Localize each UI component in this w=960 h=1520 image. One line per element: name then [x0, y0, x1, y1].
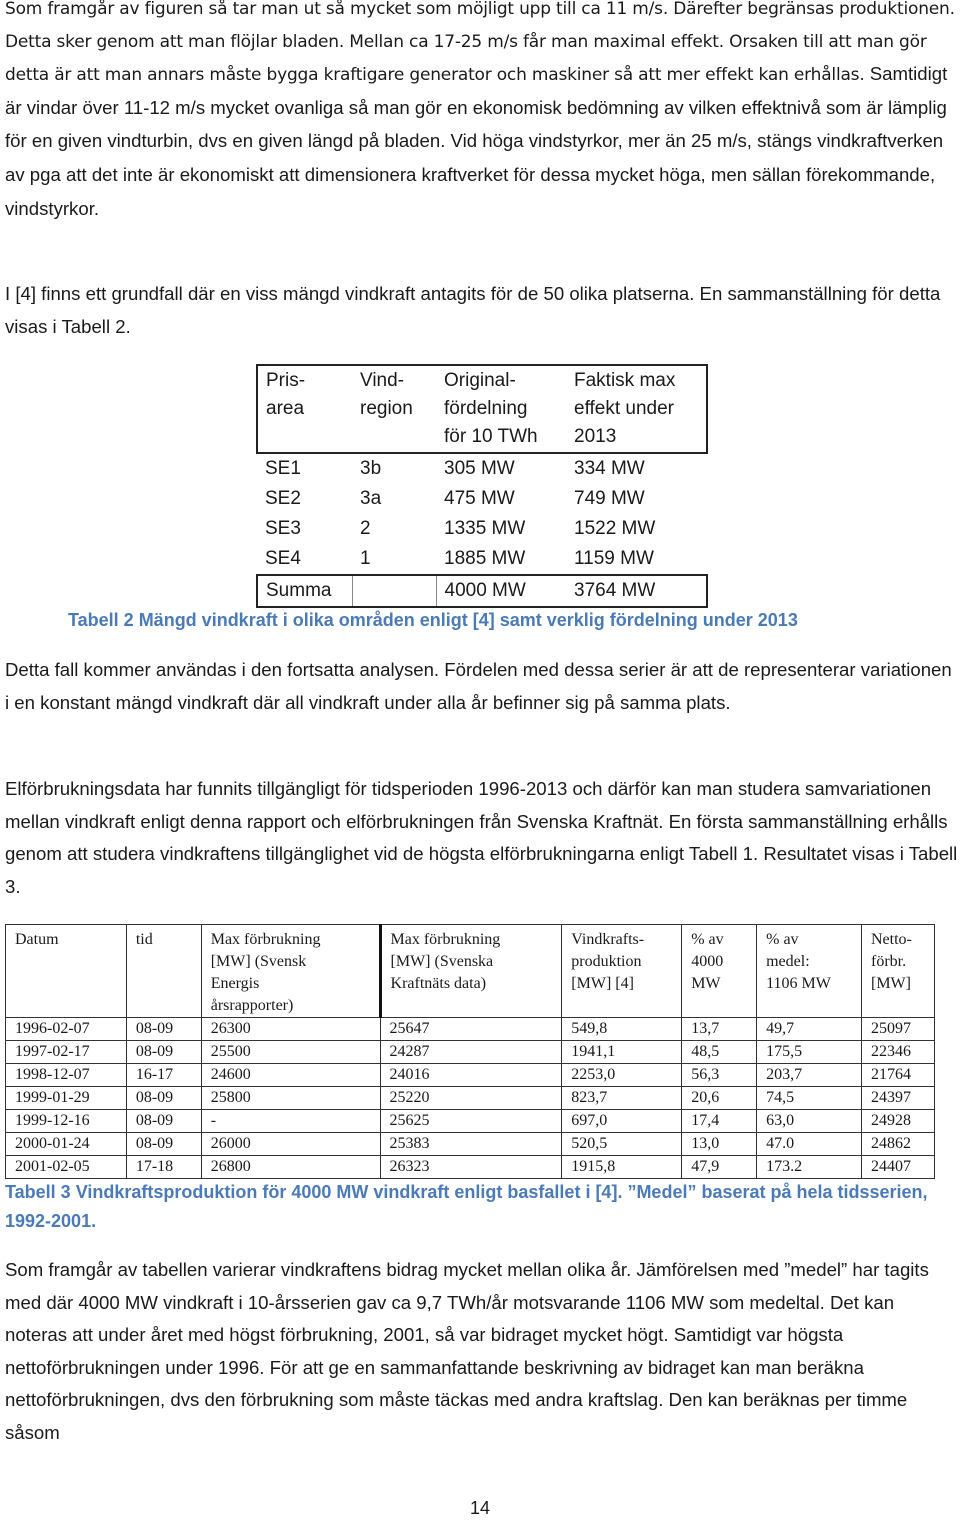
table-cell: 17,4 [682, 1110, 757, 1133]
table-cell: 24287 [380, 1041, 562, 1064]
table-row [6, 1133, 935, 1156]
table-cell: 549,8 [562, 1018, 682, 1041]
table-cell: 08-09 [126, 1018, 201, 1041]
paragraph-fortsatta-analysen: Detta fall kommer användas i den fortsatta analysen. Fördelen med dessa serier är att de representerar variationen i en konstant mängd vindkraft där all vindkraft under alla år befinner sig på samma plats. [5, 659, 952, 713]
table-cell: 1522 MW [574, 518, 656, 539]
table-cell: 24016 [380, 1064, 562, 1087]
table-cell: 173.2 [757, 1156, 862, 1179]
table-cell: 24600 [201, 1064, 380, 1087]
table-cell: 25647 [380, 1018, 562, 1041]
table-row [257, 514, 707, 544]
table-2-header-row [257, 365, 707, 453]
table-cell: SE2 [265, 488, 301, 509]
table-cell: 2253,0 [562, 1064, 682, 1087]
table-cell: SE4 [265, 548, 301, 569]
table-cell: 475 MW [444, 488, 515, 509]
table-cell: 697,0 [562, 1110, 682, 1133]
table-cell: 25800 [201, 1087, 380, 1110]
table-row [6, 1087, 935, 1110]
table-cell: 203,7 [757, 1064, 862, 1087]
table-3-header-datum: Datum [6, 925, 127, 1018]
table-cell: 24397 [861, 1087, 934, 1110]
table-cell: 49,7 [757, 1018, 862, 1041]
paragraph-elforbrukningsdata: Elförbrukningsdata har funnits tillgängligt för tidsperioden 1996-2013 och därför kan man studera samvariationen mellan vindkraft enligt denna rapport och elförbrukningen från Svenska Kraftnät. En första sammanställning erhålls genom att studera vindkraftens tillgänglighet vid de högsta elförbrukningarna enligt Tabell 1. Resultatet visas i Tabell 3. [5, 778, 958, 897]
table-cell: 1999-01-29 [6, 1087, 127, 1110]
table-cell: 47,9 [682, 1156, 757, 1179]
page-number: 14 [469, 1498, 491, 1518]
table-3-header-max-svensk-energi: Max förbrukning [MW] (Svensk Energis årsrapporter) [201, 925, 380, 1018]
table-3-header-vindkraftsproduktion: Vindkrafts- produktion [MW] [4] [562, 925, 682, 1018]
table-cell: 13,7 [682, 1018, 757, 1041]
table-2-caption: Tabell 2 Mängd vindkraft i olika områden enligt [4] samt verklig fördelning under 2013 [68, 610, 798, 630]
paragraph-intro [5, 0, 960, 226]
table-cell [352, 575, 436, 607]
table-cell: 1335 MW [444, 518, 526, 539]
table-2-header-prisarea: Pris- area [257, 365, 352, 453]
table-row [6, 1156, 935, 1179]
table-row [257, 484, 707, 514]
table-cell: 25220 [380, 1087, 562, 1110]
table-cell: 1999-12-16 [6, 1110, 127, 1133]
table-cell: SE1 [265, 458, 301, 479]
table-cell: 520,5 [562, 1133, 682, 1156]
table-cell: 25383 [380, 1133, 562, 1156]
table-3-header-procent-medel: % av medel: 1106 MW [757, 925, 862, 1018]
table-row [6, 1110, 935, 1133]
table-cell: 08-09 [126, 1110, 201, 1133]
table-row [257, 453, 707, 484]
table-cell: 48,5 [682, 1041, 757, 1064]
table-cell: 1159 MW [574, 548, 654, 569]
table-cell: 24928 [861, 1110, 934, 1133]
table-cell: 26323 [380, 1156, 562, 1179]
table-3-header-procent-4000: % av 4000 MW [682, 925, 757, 1018]
table-3 [5, 924, 935, 1179]
table-3-header-max-svenska-kraftnat: Max förbrukning [MW] (Svenska Kraftnäts data) [380, 925, 562, 1018]
table-2-sum-label: Summa [257, 575, 352, 607]
table-cell: 74,5 [757, 1087, 862, 1110]
table-3-caption: Tabell 3 Vindkraftsproduktion för 4000 MW vindkraft enligt basfallet i [4]. ”Medel” baserat på hela tidsserien, 1992-2001. [5, 1182, 928, 1231]
table-cell: 1998-12-07 [6, 1064, 127, 1087]
paragraph-intro-text: Som framgår av figuren så tar man ut så mycket som möjligt upp till ca 11 m/s. Därefter begränsas produktionen. Detta sker genom att man flöjlar bladen. Mellan ca 17-25 m/s får man maximal effekt. Orsaken till att man gör detta är att man annars måste bygga kraftigare generator och maskiner så att mer effekt kan erhållas. [5, 0, 955, 86]
table-row [6, 1041, 935, 1064]
table-cell: 1 [360, 548, 371, 569]
table-2 [256, 364, 708, 608]
table-row [6, 1018, 935, 1041]
table-2-header-vindregion: Vind- region [352, 365, 436, 453]
table-cell: 1885 MW [444, 548, 526, 569]
table-cell: 20,6 [682, 1087, 757, 1110]
paragraph-grundfall: I [4] finns ett grundfall där en viss mängd vindkraft antagits för de 50 olika platserna. En sammanställning för detta visas i Tabell 2. [5, 283, 941, 337]
paragraph-intro-continued: Samtidigt är vindar över 11-12 m/s mycket ovanliga så man gör en ekonomisk bedömning av vilken effektnivå som är lämplig för en given vindturbin, dvs en given längd på bladen. Vid höga vindstyrkor, mer än 25 m/s, stängs vindkraftverken av pga att det inte är ekonomiskt att dimensionera kraftverket för dessa mycket höga, men sällan förekommande, vindstyrkor. [5, 63, 948, 219]
table-2-sum-row [257, 575, 707, 607]
table-cell: 17-18 [126, 1156, 201, 1179]
table-cell: - [201, 1110, 380, 1133]
table-cell: 08-09 [126, 1087, 201, 1110]
table-cell: 22346 [861, 1041, 934, 1064]
table-3-header-row [6, 925, 935, 1018]
table-cell: 25097 [861, 1018, 934, 1041]
table-2-sum-original: 4000 MW [436, 575, 566, 607]
table-cell: 08-09 [126, 1041, 201, 1064]
paragraph-jamforelse: Som framgår av tabellen varierar vindkraftens bidrag mycket mellan olika år. Jämförelsen med ”medel” har tagits med där 4000 MW vindkraft i 10-årsserien gav ca 9,7 TWh/år motsvarande 1106 MW som medeltal. Det kan noteras att under året med högst förbrukning, 2001, så var bidraget mycket högt. Samtidigt var högsta nettoförbrukningen under 1996. För att ge en sammanfattande beskrivning av bidraget kan man beräkna nettoförbrukningen, dvs den förbrukning som måste täckas med andra kraftslag. Den kan beräknas per timme såsom [5, 1259, 929, 1443]
table-row [257, 544, 707, 575]
table-cell: 334 MW [574, 458, 645, 479]
table-3-header-nettoforbrukning: Netto- förbr. [MW] [861, 925, 934, 1018]
table-cell: 2000-01-24 [6, 1133, 127, 1156]
table-cell: 26300 [201, 1018, 380, 1041]
table-cell: 63,0 [757, 1110, 862, 1133]
table-cell: 13,0 [682, 1133, 757, 1156]
table-cell: 175,5 [757, 1041, 862, 1064]
table-cell: 16-17 [126, 1064, 201, 1087]
table-cell: 1997-02-17 [6, 1041, 127, 1064]
table-2-sum-faktisk: 3764 MW [566, 575, 707, 607]
table-cell: 26800 [201, 1156, 380, 1179]
table-cell: 08-09 [126, 1133, 201, 1156]
table-cell: 1996-02-07 [6, 1018, 127, 1041]
table-2-header-faktisk-max: Faktisk max effekt under 2013 [566, 365, 707, 453]
table-cell: 749 MW [574, 488, 645, 509]
table-cell: 3b [360, 458, 382, 479]
table-cell: 823,7 [562, 1087, 682, 1110]
table-3-header-tid: tid [126, 925, 201, 1018]
table-cell: 26000 [201, 1133, 380, 1156]
table-cell: 1941,1 [562, 1041, 682, 1064]
table-cell: 305 MW [444, 458, 515, 479]
table-cell: 25500 [201, 1041, 380, 1064]
table-cell: 24407 [861, 1156, 934, 1179]
table-row [6, 1064, 935, 1087]
table-cell: 24862 [861, 1133, 934, 1156]
table-cell: 21764 [861, 1064, 934, 1087]
table-cell: 56,3 [682, 1064, 757, 1087]
table-2-header-originalfordelning: Original- fördelning för 10 TWh [436, 365, 566, 453]
table-cell: 2001-02-05 [6, 1156, 127, 1179]
table-cell: 2 [360, 518, 371, 539]
table-cell: 25625 [380, 1110, 562, 1133]
table-cell: SE3 [265, 518, 301, 539]
table-cell: 1915,8 [562, 1156, 682, 1179]
table-cell: 47.0 [757, 1133, 862, 1156]
table-cell: 3a [360, 488, 382, 509]
